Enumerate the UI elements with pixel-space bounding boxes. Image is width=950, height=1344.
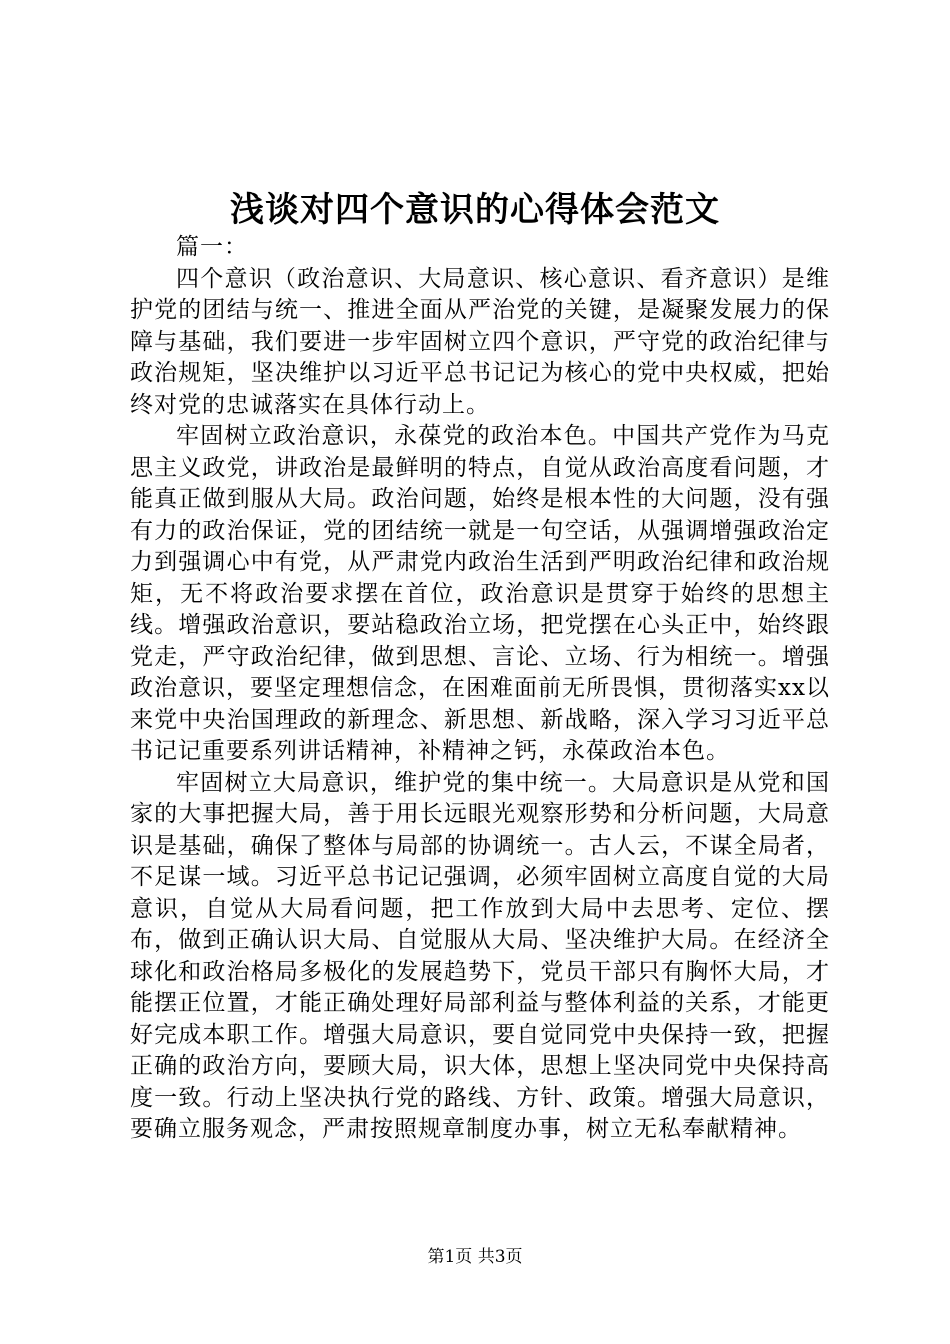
document-body	[130, 232, 830, 1146]
paragraph: 四个意识（政治意识、大局意识、核心意识、看齐意识）是维护党的团结与统一、推进全面从严治党的关键，是凝聚发展力的保障与基础，我们要进一步牢固树立四个意识，严守党的政治纪律与政治规矩，坚决维护以习近平总书记记为核心的党中央权威，把始终对党的忠诚落实在具体行动上。	[130, 265, 830, 418]
document-title: 浅谈对四个意识的心得体会范文	[230, 190, 720, 230]
page-indicator: 第1页 共3页	[427, 1247, 523, 1267]
section-label: 篇一：	[176, 234, 248, 260]
paragraph: 牢固树立大局意识，维护党的集中统一。大局意识是从党和国家的大事把握大局，善于用长远眼光观察形势和分析问题，大局意识是基础，确保了整体与局部的协调统一。古人云，不谋全局者，不足谋一域。习近平总书记记强调，必须牢固树立高度自觉的大局意识，自觉从大局看问题，把工作放到大局中去思考、定位、摆布，做到正确认识大局、自觉服从大局、坚决维护大局。在经济全球化和政治格局多极化的发展趋势下，党员干部只有胸怀大局，才能摆正位置，才能正确处理好局部利益与整体利益的关系，才能更好完成本职工作。增强大局意识，要自觉同党中央保持一致，把握正确的政治方向，要顾大局，识大体，思想上坚决同党中央保持高度一致。行动上坚决执行党的路线、方针、政策。增强大局意识，要确立服务观念，严肃按照规章制度办事，树立无私奉献精神。	[130, 769, 830, 1142]
paragraph: 牢固树立政治意识，永葆党的政治本色。中国共产党作为马克思主义政党，讲政治是最鲜明的特点，自觉从政治高度看问题，才能真正做到服从大局。政治问题，始终是根本性的大问题，没有强有力的政治保证，党的团结统一就是一句空话，从强调增强政治定力到强调心中有党，从严肃党内政治生活到严明政治纪律和政治规矩，无不将政治要求摆在首位，政治意识是贯穿于始终的思想主线。增强政治意识，要站稳政治立场，把党摆在心头正中，始终跟党走，严守政治纪律，做到思想、言论、立场、行为相统一。增强政治意识，要坚定理想信念，在困难面前无所畏惧，贯彻落实xx以来党中央治国理政的新理念、新思想、新战略，深入学习习近平总书记记重要系列讲话精神，补精神之钙，永葆政治本色。	[130, 423, 830, 764]
